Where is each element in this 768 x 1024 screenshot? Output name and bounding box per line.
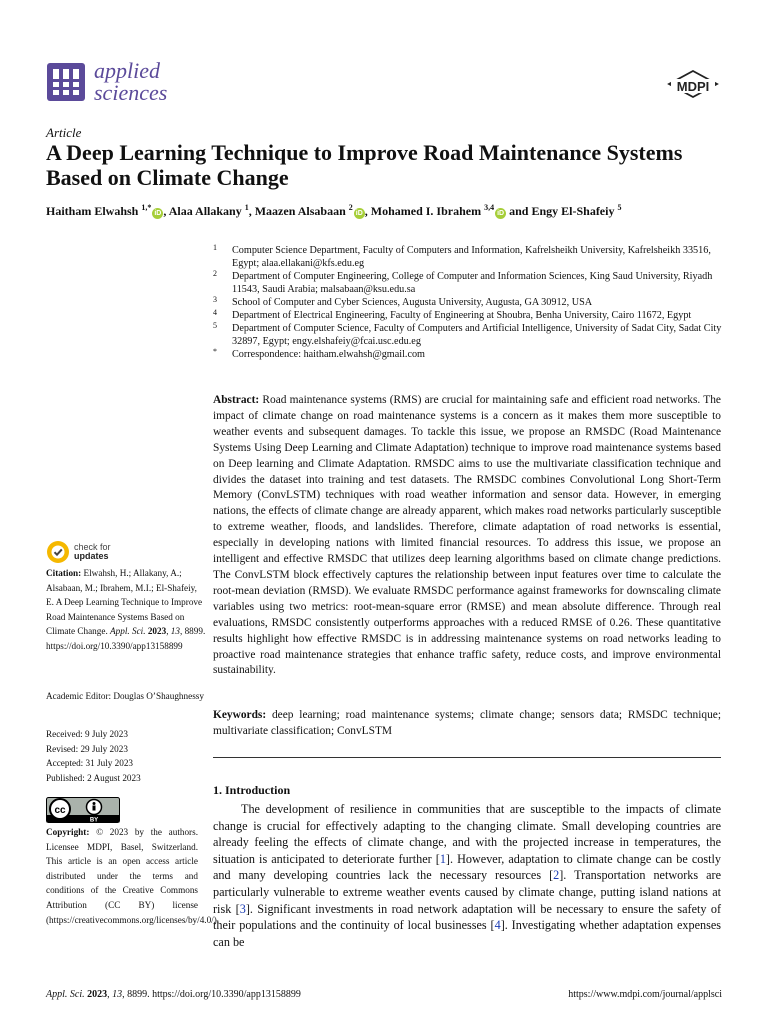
- affiliations: [213, 244, 725, 361]
- author-name: Mohamed I. Ibrahem: [370, 204, 482, 218]
- svg-text:cc: cc: [54, 805, 66, 816]
- abstract-label: Abstract:: [213, 394, 260, 406]
- received-date: Received: 9 July 2023: [46, 729, 128, 739]
- check-updates-line2: updates: [74, 551, 109, 561]
- author-separator: and: [506, 204, 532, 218]
- mdpi-logo[interactable]: [666, 70, 720, 109]
- citation-doi-link[interactable]: 8899. https://doi.org/10.3390/app13158899: [46, 626, 206, 651]
- copyright-notice: Copyright: © 2023 by the authors. Licensee MDPI, Basel, Switzerland. This article is an open access article distributed under the terms and conditions of the Creative Commons Attribution (CC BY) license (https://creativecommons.org/licenses/by/4.0/).: [46, 827, 220, 925]
- affiliation-number: 3: [213, 295, 217, 304]
- affiliation-item: [213, 348, 725, 361]
- affiliation-item: [213, 270, 725, 296]
- citation-block: Citation: Elwahsh, H.; Allakany, A.; Alsabaan, M.; Ibrahem, M.I.; El-Shafeiy, E. A Deep Learning Technique to Improve Road Maintenance Systems Based on Climate Change. Appl. Sci. 2023, 13, 8899. https://doi.org/10.3390/app13158899: [46, 568, 206, 651]
- keywords: [213, 708, 721, 740]
- author-name: Maazen Alsabaan: [254, 204, 346, 218]
- journal-name-line2: sciences: [94, 80, 168, 105]
- check-for-updates-button[interactable]: [46, 540, 111, 564]
- affiliation-text: Department of Computer Science, Faculty of Computers and Artificial Intelligence, University of Sadat City, Sadat City 32897, Egypt; engy.elshafeiy@fcai.usc.edu.eg: [232, 323, 722, 347]
- affiliation-item: [213, 296, 725, 309]
- academic-editor: Academic Editor: Douglas O’Shaughnessy: [46, 691, 204, 701]
- keywords-label: Keywords:: [213, 709, 267, 721]
- abstract-text: Road maintenance systems (RMS) are crucial for maintaining safe and efficient road networks. The impact of climate change on road maintenance systems is a concern as it makes them more susceptible to weather events and subsequent damages. To tackle this issue, we propose an RMSDC (Road Maintenance Systems Using Deep Learning and Climate Adaptation) technique to improve road maintenance systems based on Deep learning and Climate Adaptation. RMSDC aims to use the multivariate classification technique and divides the dataset into training and test datasets. The RMSDC combines Convolutional Long Short-Term Memory (ConvLSTM) techniques with road weather information and sensor data. However, in emerging nations, the effects of climate change are already apparent, which makes road networks particularly susceptible to extreme weather, floods, and landslides. Therefore, climate adaptation of road networks is essential, especially in developing nations with limited financial resources. To address this issue, we propose an intelligent and effective RMSDC that utilizes deep learning algorithms based on climate change predictions. The ConvLSTM block effectively captures the relationship between input features over time to calculate the root-mean deviation (RMSD). We evaluate RMSDC performance against frameworks for downscaling climate variables using two metrics: root-mean-square error (RMSE) and mean absolute difference. Through real evaluations, RMSDC consistently outperforms approaches with a reduced RMSE of 0.26. These quantitative results highlight how effective RMSDC is in addressing maintenance systems on road networks leading to proactive road maintenance strategies that enhance traffic safety, reduce costs, and improve environmental sustainability.: [213, 394, 721, 677]
- author-name: Haitham Elwahsh: [46, 204, 139, 218]
- affiliation-item: [213, 322, 725, 348]
- mdpi-logo-text: MDPI: [676, 79, 710, 94]
- affiliation-number: 2: [213, 269, 217, 278]
- reference-link-1[interactable]: 1: [439, 851, 446, 866]
- check-updates-icon: [46, 540, 70, 564]
- affiliation-item: [213, 309, 725, 322]
- footer-journal-url[interactable]: https://www.mdpi.com/journal/applsci: [568, 989, 722, 1000]
- article-type: Article: [46, 125, 82, 140]
- footer-citation: Appl. Sci. 2023, 13, 8899. https://doi.org/10.3390/app13158899: [46, 989, 301, 1000]
- mdpi-logo-icon: [666, 70, 720, 104]
- journal-logo-icon: [46, 62, 86, 102]
- author-name: Alaa Allakany: [168, 204, 242, 218]
- accepted-date: Accepted: 31 July 2023: [46, 758, 134, 769]
- journal-logo[interactable]: [46, 60, 167, 104]
- affiliation-number: 4: [213, 308, 217, 317]
- author-affiliation-mark: 1: [244, 203, 249, 212]
- orcid-icon[interactable]: iD: [355, 210, 363, 217]
- author-separator: ,: [248, 204, 255, 218]
- affiliation-text: School of Computer and Cyber Sciences, Augusta University, Augusta, GA 30912, USA: [232, 297, 593, 308]
- keywords-text: deep learning; road maintenance systems; climate change; sensors data; RMSDC technique; multivariate classification; ConvLSTM: [213, 709, 721, 737]
- cc-by-label: BY: [89, 817, 99, 823]
- author-affiliation-mark: 2: [348, 203, 353, 212]
- section-divider: [213, 757, 721, 758]
- revised-date: Revised: 29 July 2023: [46, 743, 128, 754]
- orcid-icon[interactable]: iD: [497, 210, 505, 217]
- affiliation-text: Computer Science Department, Faculty of Computers and Information, Kafrelsheikh University, Kafrelsheikh 33516, Egypt; alaa.ellakani@kfs.edu.eg: [232, 245, 711, 269]
- reference-link-3[interactable]: 3: [239, 901, 246, 916]
- author-separator: ,: [163, 204, 169, 218]
- author-list: [46, 203, 726, 219]
- affiliation-number: *: [213, 347, 217, 356]
- affiliation-item: [213, 244, 725, 270]
- author-affiliation-mark: 5: [617, 203, 622, 212]
- affiliation-text: Department of Computer Engineering, College of Computer and Information Sciences, King Saud University, Riyadh 11543, Saudi Arabia; malsabaan@ksu.edu.sa: [232, 271, 713, 295]
- journal-name-line1: applied: [94, 58, 160, 83]
- check-updates-line1: check for: [74, 542, 111, 552]
- author-affiliation-mark: 3,4: [484, 203, 495, 212]
- author-separator: ,: [364, 204, 371, 218]
- affiliation-number: 1: [213, 243, 217, 252]
- abstract: [213, 393, 721, 679]
- author-affiliation-mark: 1,*: [141, 203, 152, 212]
- affiliation-text: Correspondence: haitham.elwahsh@gmail.com: [232, 349, 425, 360]
- affiliation-text: Department of Electrical Engineering, Faculty of Engineering at Shoubra, Benha University, Cairo 11672, Egypt: [232, 310, 692, 321]
- paper-title: A Deep Learning Technique to Improve Road Maintenance Systems Based on Climate Change: [46, 140, 683, 190]
- reference-link-4[interactable]: 4: [494, 918, 501, 933]
- journal-name: [94, 60, 167, 104]
- introduction-paragraph: The development of resilience in communities that are susceptible to the impacts of climate change is crucial for effectively adapting to the changing climate. Small developing countries are already feeling the effects of climate change, and with the projected increase in temperatures, the situation is anticipated to deteriorate further [1]. However, adaptation to climate change can be costly and many developing countries lack the necessary resources [2]. Transportation networks are particularly vulnerable to extreme weather events caused by climate change, putting island nations at risk [3]. Significant investments in road network adaptation will be necessary to ensure the safety of their populations and the continuity of local businesses [4]. Investigating whether adaptation expenses can be: [213, 802, 721, 949]
- introduction-heading: 1. Introduction: [213, 783, 291, 797]
- publication-dates: [46, 727, 206, 785]
- affiliation-number: 5: [213, 321, 217, 330]
- published-date: Published: 2 August 2023: [46, 772, 141, 783]
- cc-by-license-icon[interactable]: [46, 797, 120, 823]
- orcid-icon[interactable]: iD: [154, 210, 162, 217]
- author-name: Engy El-Shafeiy: [531, 204, 615, 218]
- reference-link-2[interactable]: 2: [553, 868, 560, 883]
